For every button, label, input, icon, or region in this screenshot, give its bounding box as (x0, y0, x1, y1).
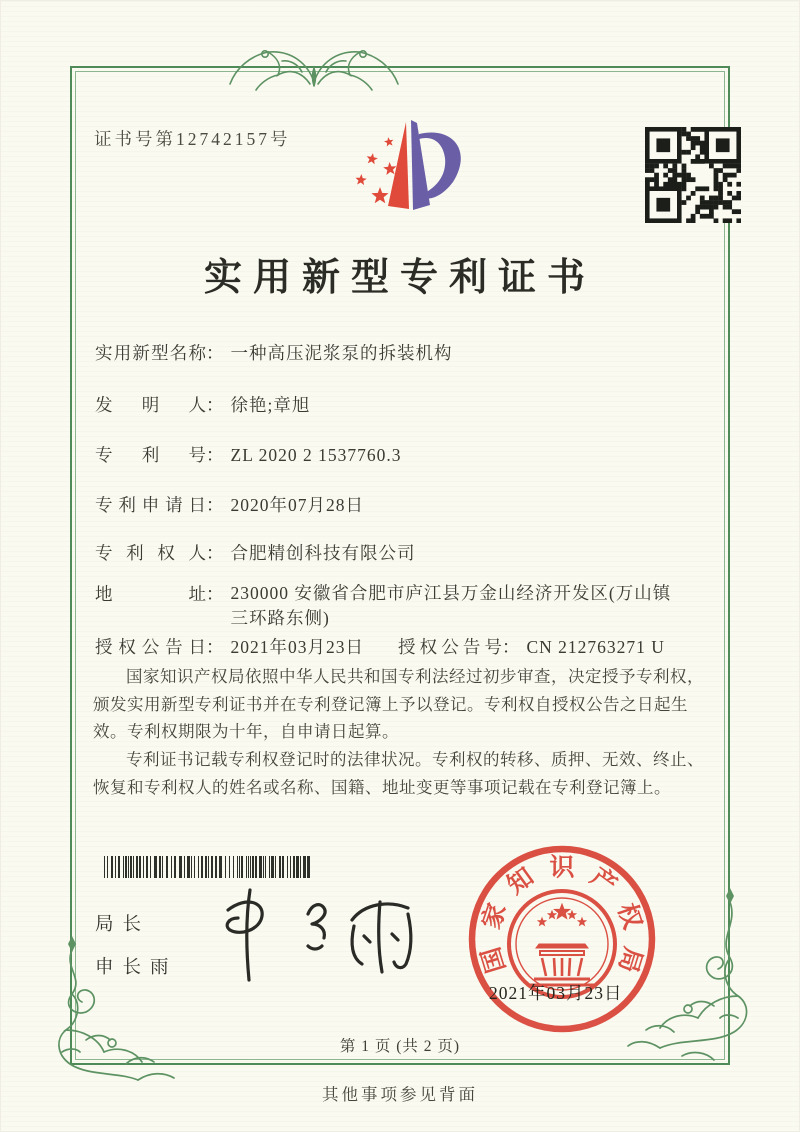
field-colon: ： (206, 495, 224, 515)
legal-paragraph-register: 专利证书记载专利权登记时的法律状况。专利权的转移、质押、无效、终止、恢复和专利权人的姓名或名称、国籍、地址变更等事项记载在专利登记簿上。 (93, 750, 704, 797)
legal-text-block (93, 663, 709, 802)
page-number-indicator: 第 1 页 (共 2 页) (339, 1038, 461, 1055)
field-label: 专利申请日 (95, 495, 206, 515)
field-value: 230000 安徽省合肥市庐江县万金山经济开发区(万山镇三环路东侧) (230, 583, 672, 629)
see-back-note: 其他事项参见背面 (322, 1085, 478, 1104)
svg-text:家: 家 (478, 900, 512, 933)
certificate-title: 实用新型专利证书 (203, 257, 596, 299)
field-colon: ： (502, 637, 520, 657)
field-label: 地址 (95, 584, 206, 604)
field-value: 2020年07月28日 (230, 495, 364, 515)
field-value: 2021年03月23日 (230, 637, 364, 657)
field-row-utility-model-name (95, 340, 453, 365)
field-colon: ： (206, 543, 224, 563)
field-colon: ： (206, 637, 224, 657)
officer-title: 局长 (95, 915, 151, 935)
cnipa-logo (332, 106, 472, 238)
field-value: 徐艳;章旭 (230, 395, 311, 415)
certificate-number: 证书号第12742157号 (94, 129, 291, 149)
svg-text:知: 知 (502, 863, 539, 900)
field-pair-grant-number (398, 634, 665, 659)
field-label: 授权公告日 (95, 637, 206, 657)
field-row-patent-number (95, 442, 401, 467)
field-label: 专利权人 (95, 543, 206, 563)
qr-code (645, 127, 741, 223)
field-colon: ： (206, 445, 224, 465)
field-colon: ： (206, 343, 224, 363)
field-label: 授权公告号 (398, 637, 502, 657)
commissioner-signature (212, 876, 424, 986)
svg-text:国: 国 (477, 943, 511, 976)
field-label: 发明人 (95, 395, 206, 415)
field-row-inventor (95, 392, 310, 417)
seal-grant-date: 2021年03月23日 (489, 983, 623, 1003)
officer-name: 申长雨 (95, 958, 178, 978)
svg-text:局: 局 (613, 943, 647, 976)
field-value: CN 212763271 U (526, 637, 665, 657)
field-row-grant-date-and-number (95, 634, 665, 659)
svg-text:权: 权 (612, 900, 646, 933)
field-row-address (95, 581, 687, 632)
officer-block (95, 910, 178, 979)
cnipa-official-red-seal (462, 836, 662, 1044)
field-colon: ： (206, 395, 224, 415)
field-label: 专利号 (95, 445, 206, 465)
field-row-patentee (95, 540, 416, 565)
field-row-application-date (95, 492, 364, 517)
legal-paragraph-grant: 国家知识产权局依照中华人民共和国专利法经过初步审查，决定授予专利权，颁发实用新型专利证书并在专利登记簿上予以登记。专利权自授权公告之日起生效。专利权期限为十年，自申请日起算。 (93, 667, 704, 742)
barcode (104, 856, 312, 878)
svg-text:识: 识 (549, 854, 575, 882)
field-value: ZL 2020 2 1537760.3 (230, 445, 402, 465)
field-value: 合肥精创科技有限公司 (230, 543, 416, 563)
top-border-flourish-ornament (226, 42, 402, 92)
svg-text:产: 产 (585, 863, 622, 900)
field-colon: ： (206, 584, 224, 604)
field-label: 实用新型名称 (95, 343, 206, 363)
field-value: 一种高压泥浆泵的拆装机构 (230, 343, 453, 363)
